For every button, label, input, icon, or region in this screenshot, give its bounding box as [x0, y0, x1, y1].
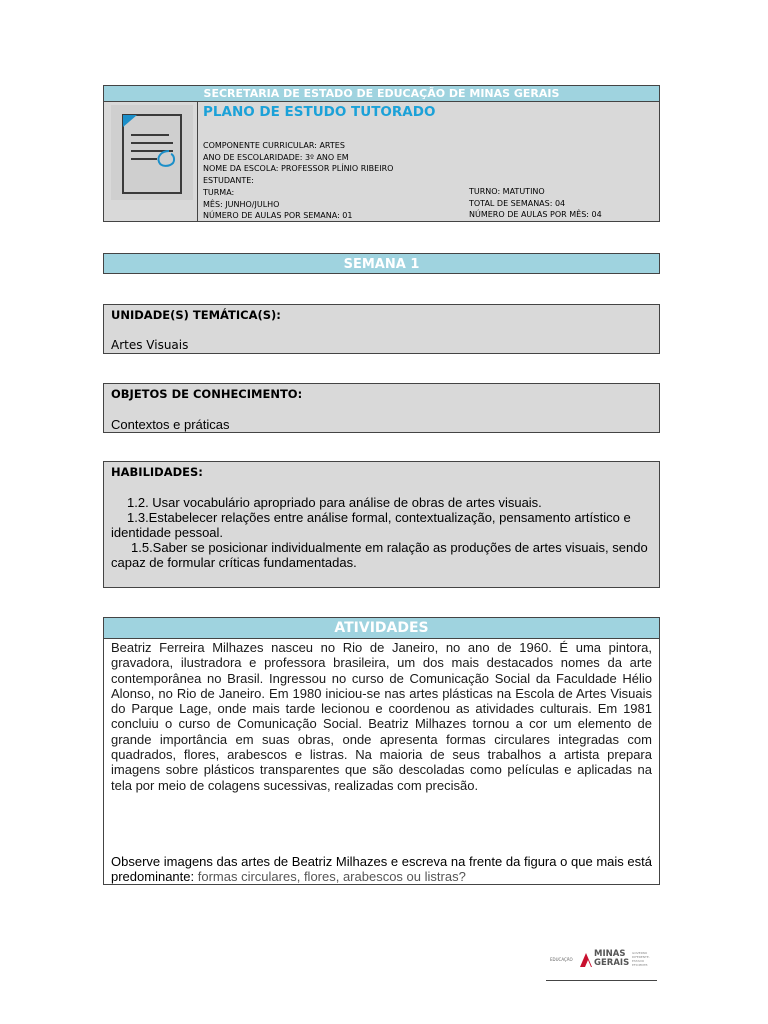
atividades-paragraph: Beatriz Ferreira Milhazes nasceu no Rio de Janeiro, no ano de 1960. É uma pintora, gravadora, ilustradora e professora brasileira, um dos mais destacados nomes da arte contemporânea no Brasil. Ingressou no curso de Comunicação Social da Faculdade Hélio Alonso, no Rio de Janeiro. Em 1980 iniciou-se nas artes plásticas na Escola de Artes Visuais do Parque Lage, onde mais tarde lecionou e coordenou as atividades culturais. Em 1981 concluiu o curso de Comunicação Social. Beatriz Milhazes tornou a cor um elemento de grande importância em suas obras, onde apresenta formas circulares integradas com quadrados, flores, arabescos e listras. Na maioria de seus trabalhos a artista prepara imagens sobre plásticos transparentes que são descoladas como películas e aplicadas na tela por meio de colagens sucessivas, realizadas com precisão.: [111, 640, 652, 793]
habilidades-label: HABILIDADES:: [111, 465, 203, 479]
field-turma: TURMA:: [203, 187, 235, 197]
field-aulas-mes: NÚMERO DE AULAS POR MÊS: 04: [469, 210, 602, 220]
objetos-label: OBJETOS DE CONHECIMENTO:: [111, 387, 303, 401]
field-total-semanas: TOTAL DE SEMANAS: 04: [469, 198, 566, 208]
unidade-panel: [103, 304, 660, 354]
minas-gerais-logo: [550, 948, 658, 972]
objetos-value: Contextos e práticas: [111, 417, 230, 432]
field-aulas-semana: NÚMERO DE AULAS POR SEMANA: 01: [203, 211, 353, 221]
agency-title: SECRETARIA DE ESTADO DE EDUCAÇÃO DE MINAS GERAIS: [104, 86, 659, 102]
habilidades-panel: [103, 461, 660, 588]
unidade-value: Artes Visuais: [111, 338, 189, 352]
signature-line: [546, 980, 657, 981]
habilidade-item: 1.3.Estabelecer relações entre análise formal, contextualização, pensamento artístico e identidade pessoal.: [111, 510, 631, 540]
icon-cell: [104, 102, 198, 221]
field-componente: COMPONENTE CURRICULAR: ARTES: [203, 141, 345, 150]
habilidade-item: 1.5.Saber se posicionar individualmente em ralação as produções de artes visuais, sendo capaz de formular críticas fundamentadas.: [111, 540, 648, 570]
atividades-panel: [103, 617, 660, 885]
header-panel: [103, 85, 660, 222]
field-estudante: ESTUDANTE:: [203, 176, 254, 186]
field-turno: TURNO: MATUTINO: [469, 187, 545, 196]
logo-prefix: EDUCAÇÃO: [550, 957, 573, 962]
field-escola: NOME DA ESCOLA: PROFESSOR PLÍNIO RIBEIRO: [203, 164, 394, 174]
header-fields-left: [203, 140, 463, 222]
unidade-label: UNIDADE(S) TEMÁTICA(S):: [111, 308, 281, 322]
habilidade-item: 1.2. Usar vocabulário apropriado para análise de obras de artes visuais.: [127, 495, 542, 510]
field-mes: MÊS: JUNHO/JULHO: [203, 199, 280, 209]
objetos-panel: [103, 383, 660, 433]
week-title: SEMANA 1: [103, 253, 660, 274]
logo-main: MINAS GERAIS: [594, 949, 630, 968]
logo-small: GOVERNO DIFERENTE. ESTADO EFICIENTE.: [632, 951, 650, 967]
document-icon: [111, 105, 193, 200]
header-fields-right: [469, 186, 669, 221]
atividades-title: ATIVIDADES: [104, 618, 659, 639]
field-ano: ANO DE ESCOLARIDADE: 3º ANO EM: [203, 152, 349, 162]
question-main: Observe imagens das artes de Beatriz Milhazes e escreva na frente da figura o que mais está predominante:: [111, 854, 652, 885]
atividades-question: [111, 854, 652, 885]
habilidades-list: [111, 495, 652, 570]
plan-title: PLANO DE ESTUDO TUTORADO: [203, 104, 436, 120]
question-tail: formas circulares, flores, arabescos ou listras?: [197, 869, 466, 885]
